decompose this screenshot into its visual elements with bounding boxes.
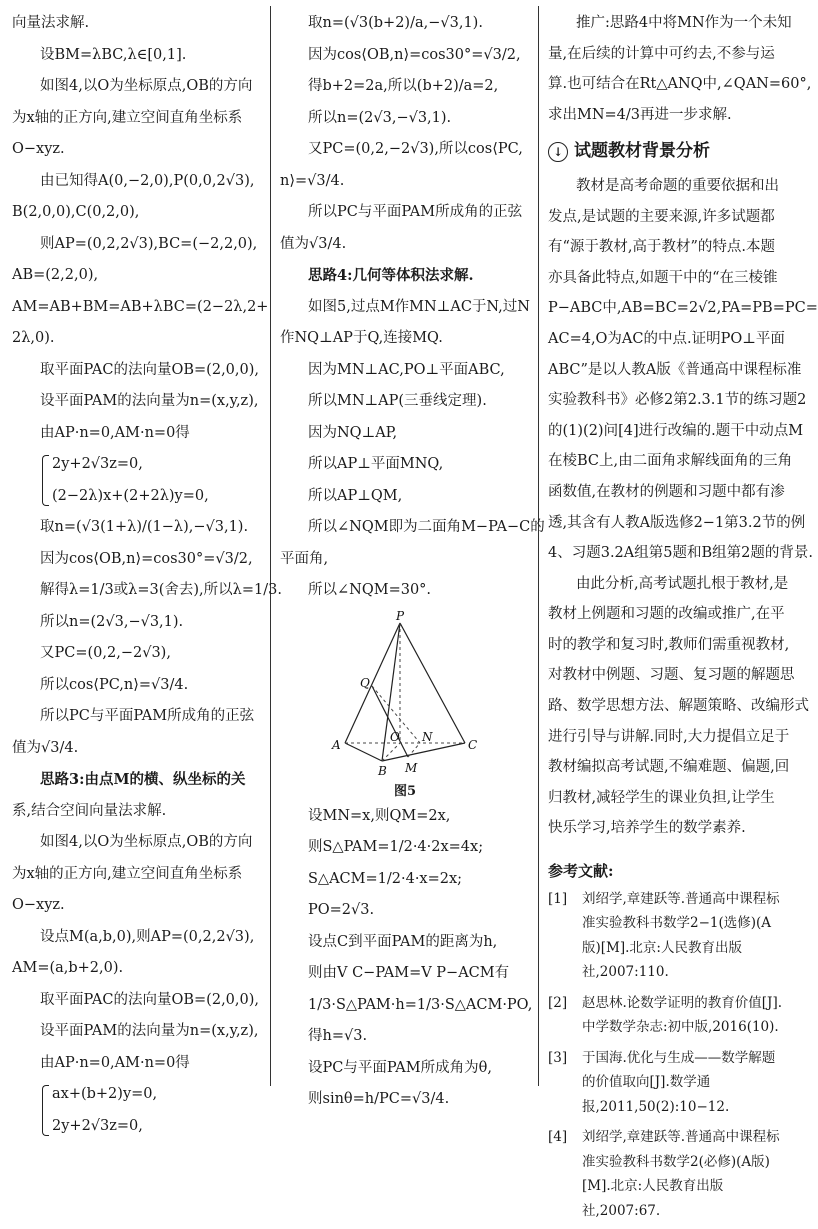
text-line: P−ABC中,AB=BC=2√2,PA=PB=PC= (548, 300, 818, 317)
text-line: 设点C到平面PAM的距离为h, (308, 933, 498, 950)
equation-line: ax+(b+2)y=0, (52, 1086, 158, 1102)
text-line: 函数值,在教材的例题和习题中都有渗 (548, 483, 785, 500)
column-divider-right (538, 6, 539, 1086)
label-N: N (422, 729, 433, 744)
method-heading: 思路3:由点M的横、纵坐标的关 (40, 771, 246, 788)
reference-text: 于国海.优化与生成——数学解题的价值取向[J].数学通报,2011,50(2):10−12. (582, 1049, 776, 1115)
equation-line: 2y+2√3z=0, (52, 1117, 143, 1134)
text-line: 亦具备此特点,如题干中的“在三棱锥 (548, 269, 778, 286)
reference-number: [1] (548, 890, 568, 907)
text-line: 所以cos⟨PC,n⟩=√3/4. (40, 676, 189, 693)
text-line: 快乐学习,培养学生的数学素养. (548, 820, 746, 837)
text-line: 取平面PAC的法向量OB=(2,0,0), (40, 991, 260, 1008)
text-line: 教材编拟高考试题,不编难题、偏题,回 (548, 759, 790, 776)
text-line: 取n=(√3(b+2)/a,−√3,1). (308, 15, 483, 31)
text-line: 所以PC与平面PAM所成角的正弦 (40, 708, 255, 724)
edge-PC (400, 623, 465, 743)
column-divider-left (270, 6, 271, 1086)
label-B: B (378, 763, 387, 778)
reference-text: 刘绍学,章建跃等.普通高中课程标准实验教科书数学2(必修)(A版)[M].北京:人民教育出版社,2007:67. (582, 1129, 780, 1219)
equation-line: 2y+2√3z=0, (52, 456, 143, 472)
text-line: 为x轴的正方向,建立空间直角坐标系 (12, 109, 243, 126)
column-3 (548, 8, 818, 1229)
text-line: AC=4,O为AC的中点.证明PO⊥平面 (548, 330, 785, 347)
text-line: AB=(2,2,0), (12, 267, 99, 283)
text-line: 发点,是试题的主要来源,许多试题都 (548, 208, 775, 225)
text-line: 则由V C−PAM=V P−ACM有 (308, 965, 510, 981)
text-line: 所以∠NQM即为二面角M−PA−C的 (308, 519, 545, 535)
equation-line: (2−2λ)x+(2+2λ)y=0, (52, 487, 209, 504)
reference-item (548, 887, 788, 985)
reference-number: [3] (548, 1049, 568, 1066)
text-line: 由已知得A(0,−2,0),P(0,0,2√3), (40, 172, 255, 189)
equation-system (12, 1079, 262, 1142)
text-line: 设平面PAM的法向量为n=(x,y,z), (40, 393, 259, 409)
text-line: 有“源于教材,高于教材”的特点.本题 (548, 239, 776, 256)
references-heading: 参考文献: (548, 862, 614, 881)
text-line: O−xyz. (12, 897, 65, 913)
down-arrow-circle-icon: ↓ (548, 142, 568, 162)
text-line: AM=AB+BM=AB+λBC=(2−2λ,2+ (12, 298, 269, 315)
text-line: PO=2√3. (308, 902, 375, 918)
text-line: B(2,0,0),C(0,2,0), (12, 204, 140, 220)
text-line: 则S△PAM=1/2·4·2x=4x; (308, 839, 484, 855)
segment-MN-hidden (408, 743, 420, 757)
reference-text: 赵思林.论数学证明的教育价值[J].中学数学杂志:初中版,2016(10). (582, 994, 783, 1036)
section-title: 试题教材背景分析 (574, 141, 710, 162)
text-line: 对教材中例题、习题、复习题的解题思 (548, 667, 795, 684)
text-line: 由AP·n=0,AM·n=0得 (40, 424, 190, 441)
text-line: 推广:思路4中将MN作为一个未知 (576, 15, 792, 31)
text-line: ABC”是以人教A版《普通高中课程标准 (548, 361, 802, 378)
edge-AB (345, 743, 382, 761)
text-line: 实验教科书》必修2第2.3.1节的练习题2 (548, 392, 807, 409)
text-line: 教材上例题和习题的改编或推广,在平 (548, 606, 785, 623)
text-line: 由AP·n=0,AM·n=0得 (40, 1054, 190, 1071)
text-line: 2λ,0). (12, 330, 55, 346)
text-line: 因为cos⟨OB,n⟩=cos30°=√3/2, (40, 550, 253, 567)
text-line: 归教材,减轻学生的课业负担,让学生 (548, 789, 775, 806)
text-line: 路、数学思想方法、解题策略、改编形式 (548, 698, 809, 715)
text-line: 如图5,过点M作MN⊥AC于N,过N (308, 298, 530, 315)
text-line: 作NQ⊥AP于Q,连接MQ. (280, 330, 443, 346)
text-line: 又PC=(0,2,−2√3), (40, 645, 171, 661)
reference-item (548, 1125, 788, 1223)
text-line: 因为cos⟨OB,n⟩=cos30°=√3/2, (308, 46, 521, 63)
text-line: 设PC与平面PAM所成角为θ, (308, 1059, 492, 1076)
reference-text: 刘绍学,章建跃等.普通高中课程标准实验教科书数学2−1(选修)(A版)[M].北京:人民教育出版社,2007:110. (582, 890, 780, 981)
text-line: S△ACM=1/2·4·x=2x; (308, 870, 463, 887)
text-line: 求出MN=4/3再进一步求解. (548, 106, 732, 123)
text-line: O−xyz. (12, 141, 65, 157)
edge-BC (382, 743, 465, 761)
text-line: n⟩=√3/4. (280, 172, 345, 189)
text-line: 向量法求解. (12, 15, 90, 31)
segment-BO-hidden (382, 743, 400, 761)
text-line: 所以MN⊥AP(三垂线定理). (308, 393, 487, 409)
label-C: C (468, 737, 478, 752)
text-line: 所以AP⊥QM, (308, 487, 403, 504)
text-line: 的(1)(2)问[4]进行改编的.题干中动点M (548, 422, 804, 439)
text-line: 因为MN⊥AC,PO⊥平面ABC, (308, 361, 505, 378)
text-line: 4、习题3.2A组第5题和B组第2题的背景. (548, 545, 813, 562)
text-line: 算.也可结合在Rt△ANQ中,∠QAN=60°, (548, 76, 812, 93)
text-line: 值为√3/4. (12, 739, 79, 756)
column-2 (280, 8, 545, 1116)
label-A: A (332, 737, 341, 752)
text-line: 取n=(√3(1+λ)/(1−λ),−√3,1). (40, 519, 249, 535)
text-line: AM=(a,b+2,0). (12, 960, 124, 976)
text-line: 进行引导与讲解.同时,大力提倡立足于 (548, 728, 790, 745)
text-line: 解得λ=1/3或λ=3(舍去),所以λ=1/3. (40, 582, 282, 598)
label-Q: Q (360, 675, 370, 690)
text-line: 得h=√3. (308, 1028, 368, 1044)
text-line: 透,其含有人教A版选修2−1第3.2节的例 (548, 514, 806, 531)
text-line: 所以PC与平面PAM所成角的正弦 (308, 204, 523, 220)
reference-number: [4] (548, 1129, 568, 1146)
equation-system (12, 449, 262, 512)
text-line: 时的教学和复习时,教师们需重视教材, (548, 636, 790, 653)
text-line: 教材是高考命题的重要依据和出 (576, 177, 779, 194)
text-line: 1/3·S△PAM·h=1/3·S△ACM·PO, (308, 996, 533, 1013)
method-heading: 思路4:几何等体积法求解. (308, 267, 474, 284)
text-line: 所以AP⊥平面MNQ, (308, 456, 444, 472)
text-line: 设BM=λBC,λ∈[0,1]. (40, 46, 187, 63)
text-line: 则sinθ=h/PC=√3/4. (308, 1091, 450, 1107)
text-line: 设MN=x,则QM=2x, (308, 807, 451, 824)
text-line: 则AP=(0,2,2√3),BC=(−2,2,0), (40, 235, 258, 252)
text-line: 所以∠NQM=30°. (308, 582, 432, 598)
text-line: 所以n=(2√3,−√3,1). (40, 613, 184, 630)
column-1 (12, 8, 282, 1142)
pyramid-diagram (280, 608, 530, 786)
text-line: 平面角, (280, 550, 329, 567)
text-line: 由此分析,高考试题扎根于教材,是 (576, 575, 789, 592)
text-line: 设平面PAM的法向量为n=(x,y,z), (40, 1023, 259, 1039)
text-line: 因为NQ⊥AP, (308, 424, 398, 441)
figure-caption: 图5 (393, 783, 417, 799)
reference-item (548, 991, 788, 1040)
reference-number: [2] (548, 994, 568, 1011)
section-heading (548, 136, 788, 167)
text-line: 又PC=(0,2,−2√3),所以cos⟨PC, (308, 141, 523, 157)
text-line: 如图4,以O为坐标原点,OB的方向 (40, 834, 253, 850)
text-line: 值为√3/4. (280, 235, 347, 252)
text-line: 为x轴的正方向,建立空间直角坐标系 (12, 865, 243, 882)
label-P: P (396, 608, 405, 623)
text-line: 系,结合空间向量法求解. (12, 802, 167, 819)
reference-item (548, 1046, 788, 1120)
label-M: M (405, 760, 418, 775)
text-line: 如图4,以O为坐标原点,OB的方向 (40, 78, 253, 94)
text-line: 在棱BC上,由二面角求解线面角的三角 (548, 453, 793, 470)
text-line: 设点M(a,b,0),则AP=(0,2,2√3), (40, 928, 255, 945)
text-line: 量,在后续的计算中可约去,不参与运 (548, 45, 775, 62)
text-line: 所以n=(2√3,−√3,1). (308, 109, 452, 126)
text-line: 取平面PAC的法向量OB=(2,0,0), (40, 361, 260, 378)
figure-5-pyramid (280, 608, 530, 801)
label-O: O (390, 729, 400, 744)
text-line: 得b+2=2a,所以(b+2)/a=2, (308, 78, 499, 94)
